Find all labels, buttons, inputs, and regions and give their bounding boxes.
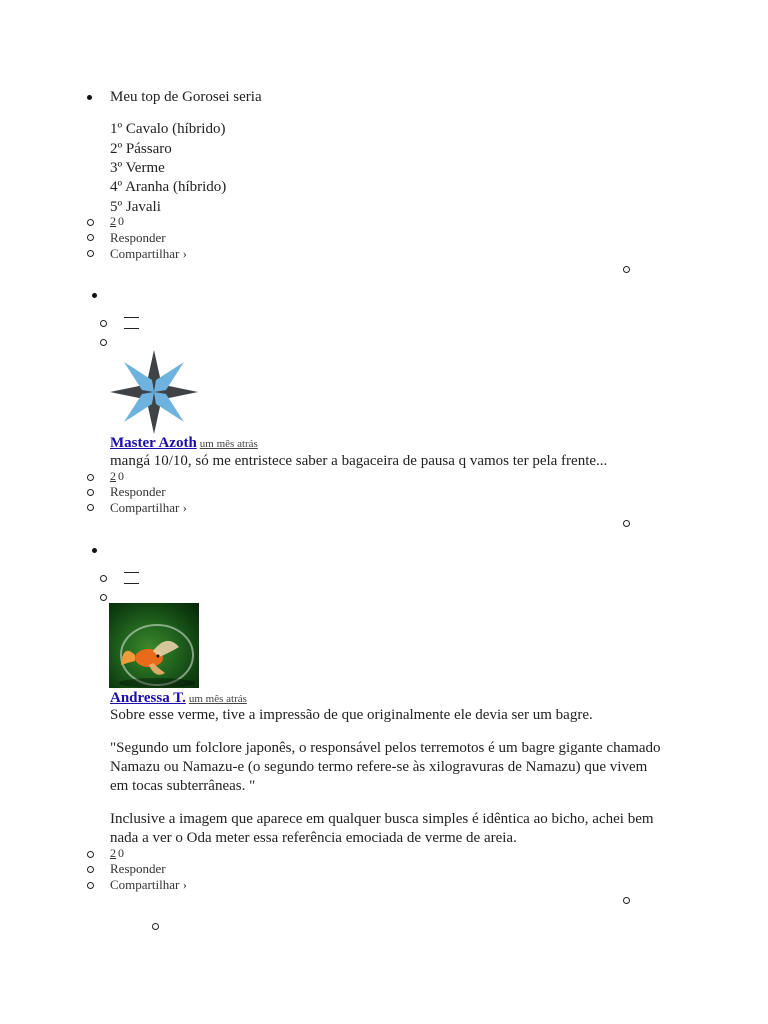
timestamp[interactable]: um mês atrás [188,693,247,705]
collapse-dash[interactable] [124,317,139,318]
list-circle [623,897,630,904]
comment-text: "Segundo um folclore japonês, o responsável pelos terremotos é um bagre gigante chamado [110,740,661,756]
downvote-count[interactable]: 0 [118,846,124,860]
list-circle [87,504,94,511]
share-link[interactable]: Compartilhar › [110,500,187,515]
list-circle [623,520,630,527]
upvote-count[interactable]: 2 [110,469,116,483]
comment-text: Inclusive a imagem que aparece em qualquer busca simples é idêntica ao bicho, achei bem [110,811,654,827]
comment-text: em tocas subterrâneas. " [110,778,256,794]
list-circle [87,219,94,226]
list-circle [87,489,94,496]
list-bullet [92,293,97,298]
list-circle [87,474,94,481]
comment-text: mangá 10/10, só me entristece saber a bagaceira de pausa q vamos ter pela frente... [110,453,608,469]
comment-meta [110,434,258,452]
author-name[interactable]: Andressa T. [110,690,186,706]
vote-counts[interactable] [110,846,124,860]
comment-line: 3º Verme [110,160,165,176]
reply-link[interactable]: Responder [110,861,166,876]
share-link[interactable]: Compartilhar › [110,246,187,261]
list-circle [100,320,107,327]
list-circle [87,866,94,873]
list-circle [100,594,107,601]
upvote-count[interactable]: 2 [110,214,116,228]
upvote-count[interactable]: 2 [110,846,116,860]
comment-text: Sobre esse verme, tive a impressão de que originalmente ele devia ser um bagre. [110,707,593,723]
collapse-dash[interactable] [124,583,139,584]
list-circle [100,339,107,346]
avatar[interactable] [108,348,200,436]
list-circle [100,575,107,582]
list-bullet [92,548,97,553]
list-circle [87,882,94,889]
downvote-count[interactable]: 0 [118,214,124,228]
vote-counts[interactable] [110,469,124,483]
avatar[interactable] [109,603,199,688]
reply-link[interactable]: Responder [110,484,166,499]
vote-counts[interactable] [110,214,124,228]
comment-line: 2º Pássaro [110,141,172,157]
list-circle [87,851,94,858]
collapse-dash[interactable] [124,328,139,329]
comment-line: 1º Cavalo (híbrido) [110,121,226,137]
list-circle [87,234,94,241]
comment-text: Namazu ou Namazu-e (o segundo termo refere-se às xilogravuras de Namazu) que vivem [110,759,648,775]
timestamp[interactable]: um mês atrás [199,438,258,450]
comment-line: 5º Javali [110,199,161,215]
list-circle [623,266,630,273]
list-circle [152,923,159,930]
share-link[interactable]: Compartilhar › [110,877,187,892]
list-circle [87,250,94,257]
comment-heading: Meu top de Gorosei seria [110,89,262,105]
author-name[interactable]: Master Azoth [110,435,197,451]
collapse-dash[interactable] [124,572,139,573]
reply-link[interactable]: Responder [110,230,166,245]
comment-text: nada a ver o Oda meter essa referência emociada de verme de areia. [110,830,517,846]
downvote-count[interactable]: 0 [118,469,124,483]
comment-line: 4º Aranha (híbrido) [110,179,227,195]
list-bullet [87,95,92,100]
comment-meta [110,689,247,707]
goldfish-image [109,603,199,688]
